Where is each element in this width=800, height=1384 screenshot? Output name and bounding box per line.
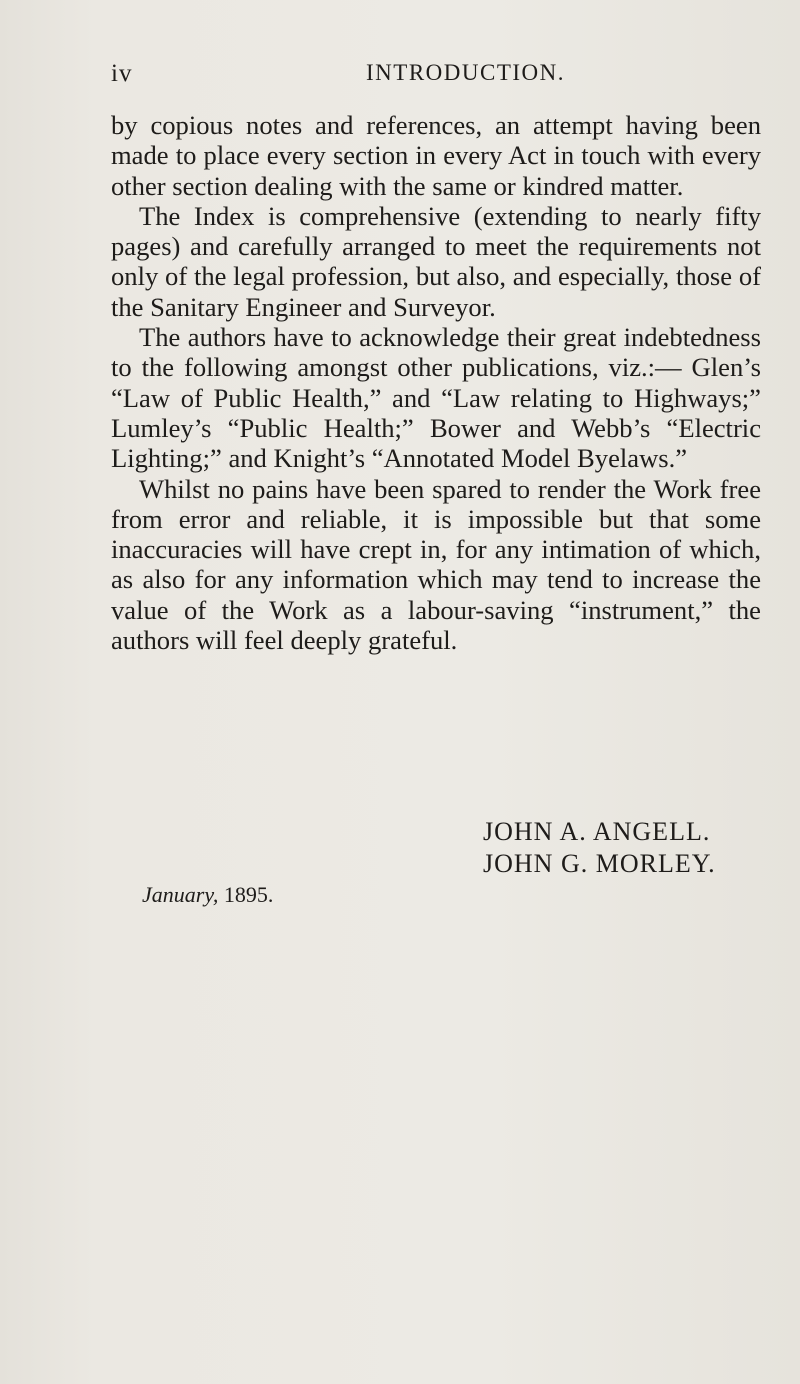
- running-head: [0, 56, 800, 96]
- paragraph-continuation: by copious notes and references, an attempt having been made to place every section in every Act in touch with every other section dealing with the same or kindred matter.: [111, 110, 761, 201]
- paragraph-errors: Whilst no pains have been spared to render the Work free from error and reliable, it is impossible but that some inaccuracies will have crept in, for any intimation of which, as also for any information which may tend to increase the value of the Work as a labour-saving “instrument,” the authors will feel deeply grateful.: [111, 473, 761, 656]
- paragraph-index: The Index is comprehensive (extending to nearly fifty pages) and carefully arranged to meet the requirements not only of the legal profession, but also, and especially, those of the Sanitary Engineer and Surveyor.: [111, 200, 761, 322]
- paragraph-acknowledgements: The authors have to acknowledge their great indebtedness to the following amongst other publications, viz.:— Glen’s “Law of Public Health,” and “Law relating to Highways;” Lumley’s “Public Health;” Bower and Webb’s “Electric Lighting;” and Knight’s “Annotated Model Byelaws.”: [111, 322, 761, 474]
- signature-angell: JOHN A. ANGELL.: [483, 817, 711, 846]
- running-head-title: INTRODUCTION.: [366, 60, 566, 85]
- date-line: [142, 882, 273, 908]
- body-text: [111, 110, 761, 655]
- signature-block: [483, 816, 716, 880]
- page-number: iv: [111, 60, 133, 87]
- signature-morley: JOHN G. MORLEY.: [483, 849, 716, 878]
- date-month: January,: [142, 882, 219, 907]
- date-year: 1895.: [223, 882, 274, 907]
